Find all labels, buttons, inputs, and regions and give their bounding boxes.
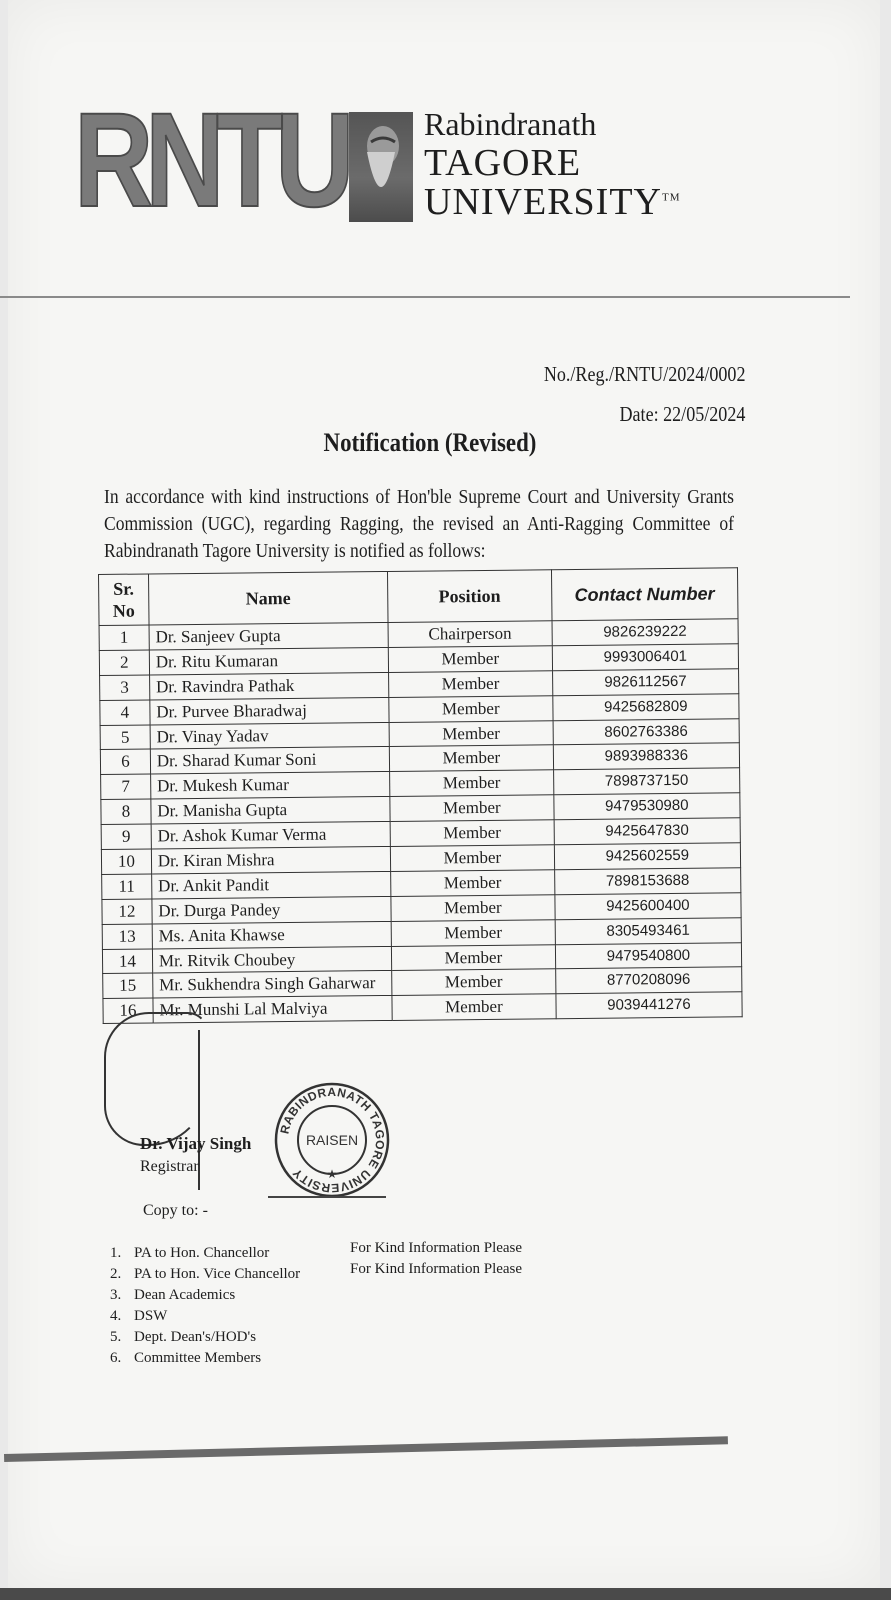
- committee-table: [98, 567, 743, 1024]
- cell-contact: 8305493461: [555, 917, 741, 944]
- intro-paragraph: In accordance with kind instructions of Hon'ble Supreme Court and University Grants Commission (UGC), regarding Ragging, the revised an Anti-Ragging Committee of Rabindranath Tagore University is notified as follows:: [104, 487, 734, 562]
- seal-star-icon: ★: [326, 1167, 338, 1181]
- cell-name: Dr. Durga Pandey: [152, 896, 391, 923]
- cell-name: Dr. Purvee Bharadwaj: [150, 697, 389, 724]
- list-item-number: 6.: [110, 1350, 122, 1366]
- cell-sr-no: 15: [103, 973, 153, 998]
- cell-name: Dr. Ashok Kumar Verma: [151, 822, 390, 849]
- cell-name: Mr. Sukhendra Singh Gaharwar: [153, 971, 392, 998]
- cell-name: Mr. Munshi Lal Malviya: [153, 996, 392, 1023]
- cell-contact: 9826112567: [552, 669, 738, 696]
- info-note: For Kind Information Please: [350, 1261, 523, 1277]
- cell-contact: 9425682809: [553, 693, 739, 720]
- list-item: [110, 1285, 300, 1306]
- cell-position: Member: [392, 969, 556, 996]
- cell-sr-no: 8: [101, 799, 151, 824]
- university-line-3-text: UNIVERSITY: [424, 181, 662, 223]
- cell-position: Member: [391, 895, 555, 922]
- cell-position: Member: [390, 795, 554, 822]
- seal-underline: [268, 1196, 386, 1198]
- university-name: [424, 108, 680, 222]
- header-sr-no: [99, 574, 149, 626]
- bottom-edge: [0, 1588, 891, 1600]
- cell-name: Dr. Sanjeev Gupta: [149, 622, 388, 649]
- cell-sr-no: 3: [100, 675, 150, 700]
- notification-title: Notification (Revised): [323, 428, 537, 457]
- reference-date: Date: 22/05/2024: [619, 402, 745, 426]
- cell-sr-no: 10: [101, 849, 151, 874]
- tagore-portrait-logo: [349, 112, 413, 222]
- cell-position: Member: [389, 745, 553, 772]
- seal-outer-text: RABINDRANATH TAGORE UNIVERSITY: [277, 1084, 388, 1196]
- list-item-label: PA to Hon. Chancellor: [134, 1245, 270, 1261]
- list-item-number: 5.: [110, 1329, 122, 1345]
- cell-contact: 8602763386: [553, 718, 739, 745]
- cell-name: Dr. Vinay Yadav: [150, 722, 389, 749]
- header-sr-line2: No: [112, 600, 135, 621]
- registrar-title: Registrar: [140, 1158, 199, 1175]
- cell-name: Dr. Manisha Gupta: [151, 797, 390, 824]
- cell-position: Member: [388, 646, 552, 673]
- list-item: [110, 1306, 300, 1327]
- header-position: Position: [387, 570, 551, 623]
- cell-position: Member: [391, 870, 555, 897]
- list-item-label: PA to Hon. Vice Chancellor: [134, 1266, 301, 1282]
- list-item-number: 4.: [110, 1308, 122, 1324]
- list-item-label: Dept. Dean's/HOD's: [134, 1329, 257, 1345]
- cell-contact: 9893988336: [553, 743, 739, 770]
- header-contact: Contact Number: [551, 568, 738, 621]
- cell-position: Member: [389, 720, 553, 747]
- university-line-2: TAGORE: [424, 142, 582, 184]
- cell-position: Member: [391, 919, 555, 946]
- cell-contact: 8770208096: [555, 967, 741, 994]
- registrar-signature: [104, 1012, 208, 1146]
- reference-number: No./Reg./RNTU/2024/0002: [543, 362, 745, 386]
- cell-sr-no: 14: [102, 949, 152, 974]
- cell-sr-no: 9: [101, 824, 151, 849]
- registrar-name: Dr. Vijay Singh: [140, 1134, 252, 1153]
- list-item-label: Dean Academics: [134, 1287, 236, 1303]
- cell-sr-no: 13: [102, 924, 152, 949]
- cell-sr-no: 5: [100, 725, 150, 750]
- cell-sr-no: 12: [102, 899, 152, 924]
- university-seal: [272, 1080, 392, 1200]
- letterhead-divider: [0, 296, 850, 298]
- rntu-logo: RNTU: [74, 86, 347, 235]
- list-item-number: 2.: [110, 1266, 122, 1282]
- cell-contact: 7898737150: [553, 768, 739, 795]
- trademark-mark: TM: [661, 191, 681, 204]
- cell-name: Ms. Anita Khawse: [152, 921, 391, 948]
- university-line-1: Rabindranath: [424, 106, 597, 142]
- cell-contact: 9039441276: [556, 992, 742, 1019]
- list-item: [110, 1327, 300, 1348]
- cell-contact: 9479530980: [554, 793, 740, 820]
- cell-name: Dr. Sharad Kumar Soni: [150, 747, 389, 774]
- list-item: [110, 1264, 300, 1285]
- list-item-number: 1.: [110, 1245, 122, 1261]
- cell-position: Member: [390, 820, 554, 847]
- list-item: [110, 1243, 300, 1264]
- copy-to-notes: [350, 1238, 522, 1280]
- cell-name: Dr. Kiran Mishra: [151, 846, 390, 873]
- list-item: [110, 1348, 300, 1369]
- cell-sr-no: 4: [100, 700, 150, 725]
- list-item-label: Committee Members: [134, 1350, 262, 1366]
- cell-position: Member: [388, 671, 552, 698]
- cell-contact: 7898153688: [554, 868, 740, 895]
- cell-name: Dr. Mukesh Kumar: [150, 772, 389, 799]
- cell-contact: 9425600400: [555, 893, 741, 920]
- committee-table-body: [99, 619, 742, 1024]
- copy-to-list: [110, 1243, 300, 1369]
- cell-position: Member: [390, 770, 554, 797]
- cell-position: Chairperson: [388, 621, 552, 648]
- cell-contact: 9826239222: [552, 619, 738, 646]
- list-item-number: 3.: [110, 1287, 122, 1303]
- header-name: Name: [148, 571, 388, 625]
- seal-center-text: RAISEN: [305, 1132, 359, 1148]
- cell-contact: 9479540800: [555, 942, 741, 969]
- cell-sr-no: 1: [99, 625, 149, 650]
- cell-name: Dr. Ravindra Pathak: [149, 672, 388, 699]
- list-item-label: DSW: [134, 1308, 168, 1324]
- cell-contact: 9425647830: [554, 818, 740, 845]
- university-line-3: [424, 183, 680, 221]
- header-sr-line1: Sr.: [113, 578, 135, 599]
- copy-to-label: Copy to: -: [143, 1202, 208, 1219]
- cell-sr-no: 7: [101, 774, 151, 799]
- table-header-row: [99, 568, 738, 626]
- cell-position: Member: [389, 695, 553, 722]
- cell-contact: 9993006401: [552, 644, 738, 671]
- cell-sr-no: 6: [100, 749, 150, 774]
- cell-name: Mr. Ritvik Choubey: [152, 946, 391, 973]
- cell-sr-no: 16: [103, 998, 153, 1023]
- cell-name: Dr. Ankit Pandit: [151, 871, 390, 898]
- cell-name: Dr. Ritu Kumaran: [149, 647, 388, 674]
- cell-sr-no: 2: [99, 650, 149, 675]
- cell-contact: 9425602559: [554, 843, 740, 870]
- cell-sr-no: 11: [102, 874, 152, 899]
- cell-position: Member: [392, 994, 556, 1021]
- cell-position: Member: [390, 845, 554, 872]
- cell-position: Member: [391, 944, 555, 971]
- info-note: For Kind Information Please: [350, 1240, 523, 1256]
